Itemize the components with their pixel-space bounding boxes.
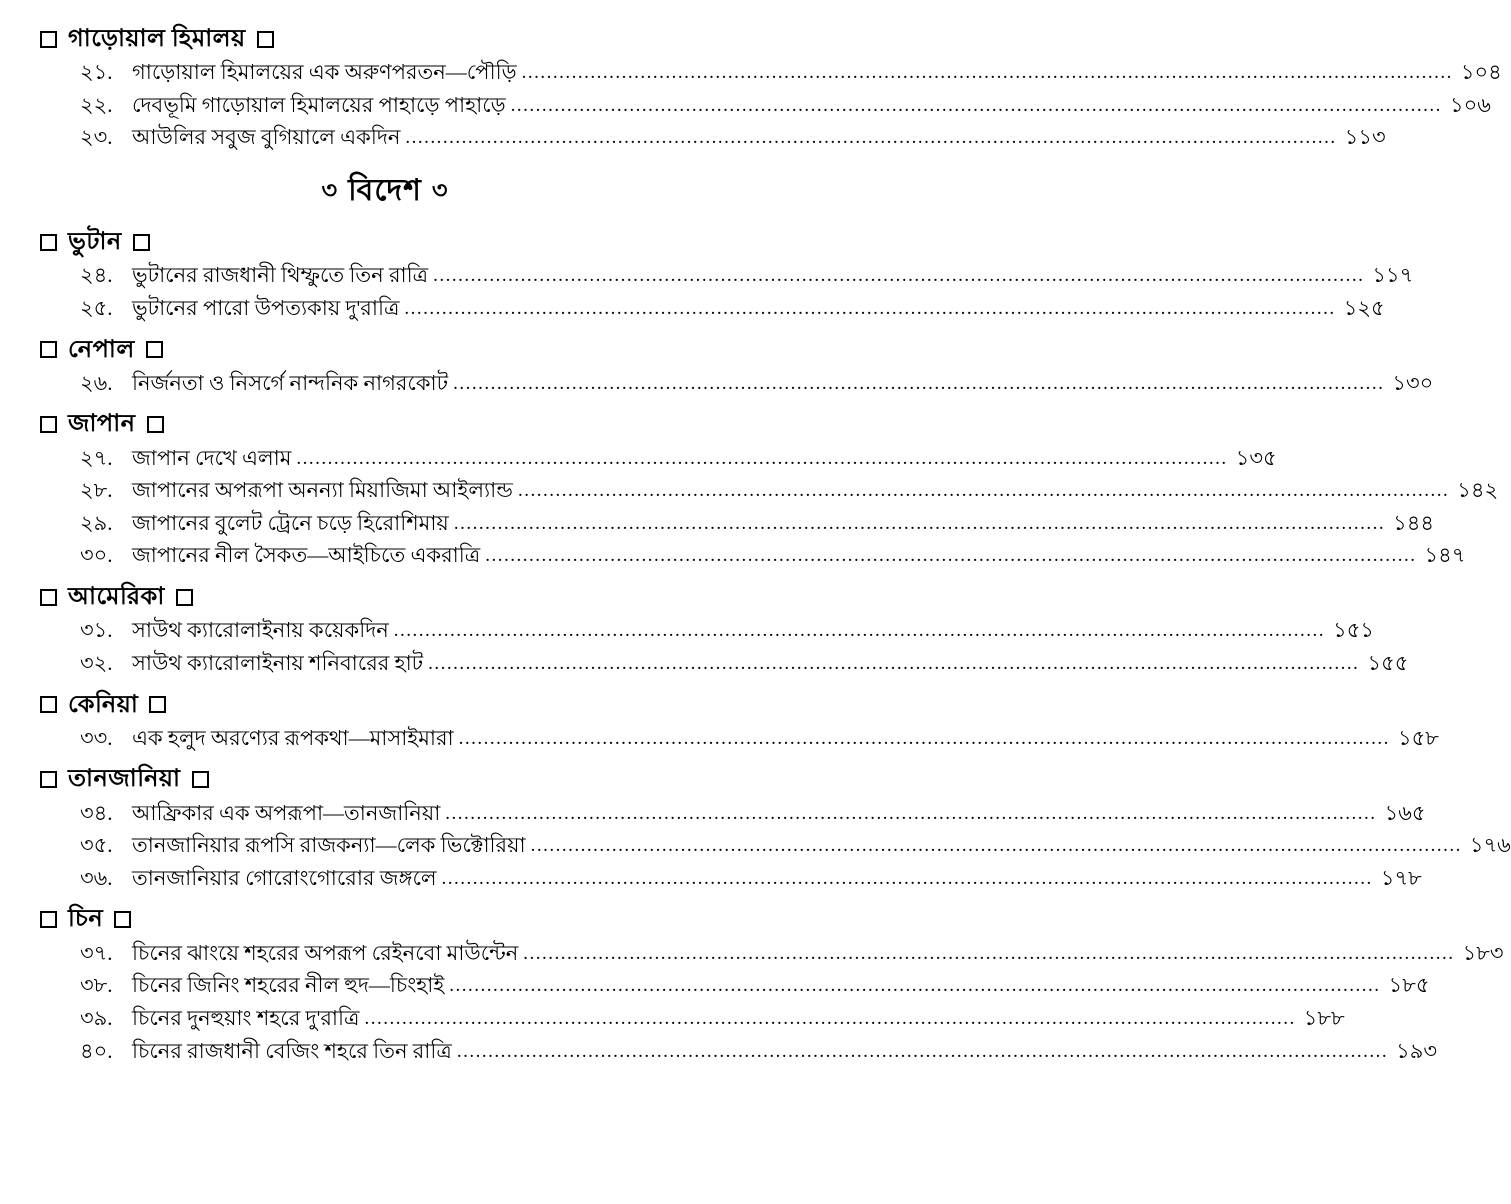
square-bullet-icon [40,911,57,928]
section-heading-label: জাপান [68,411,136,438]
toc-entry[interactable] [80,474,1499,507]
toc-entry-page-number: ১৬৫ [1384,800,1426,825]
toc-entry-number: ২৪. [80,263,113,288]
toc-entry-dot-leader: ..................................................................................................................................................... [453,512,1386,534]
toc-entry[interactable] [80,292,1385,325]
section-heading-label: কেনিয়া [68,691,139,718]
section-heading-garhwal-himalaya [40,26,736,52]
toc-entry-title: ভুটানের পারো উপত্যকায় দু'রাত্রি [132,295,400,320]
toc-entry-number: ৩৪. [80,800,113,825]
toc-entry[interactable] [80,829,1511,862]
section-heading-nepal [40,337,736,363]
toc-entry-dot-leader: ..................................................................................................................................................... [517,480,1450,502]
toc-entry-number: ৩৩. [80,725,113,750]
toc-entry-page-number: ১০৪ [1460,60,1502,85]
section-heading-label: নেপাল [68,336,135,363]
section-heading-label: গাড়োয়াল হিমালয় [68,26,246,52]
toc-entry-title: সাউথ ক্যারোলাইনায় শনিবারের হাট [132,650,424,675]
toc-entry-number: ২৩. [80,125,113,150]
toc-entry-title: এক হলুদ অরণ্যের রূপকথা—মাসাইমারা [132,725,454,750]
toc-entry-title: চিনের রাজধানী বেজিং শহরে তিন রাত্রি [132,1038,452,1063]
toc-entry-dot-leader: ..................................................................................................................................................... [433,265,1365,287]
toc-entry-number: ৩৯. [80,1005,113,1030]
toc-entry-title: দেবভূমি গাড়োয়াল হিমালয়ের পাহাড়ে পাহাড়ে [132,92,506,117]
square-bullet-icon [40,696,57,713]
square-bullet-icon [40,31,57,48]
section-heading-america [40,584,736,610]
toc-entry-dot-leader: ..................................................................................................................................................... [296,447,1228,469]
square-bullet-icon [133,234,150,251]
toc-entry-page-number: ১৪৪ [1393,510,1435,535]
toc-entry[interactable] [80,937,1504,970]
toc-entry-dot-leader: ..................................................................................................................................................... [523,942,1455,964]
toc-entry[interactable] [80,442,1277,475]
toc-entry-number: ৩১. [80,618,113,643]
section-heading-japan [40,411,736,437]
toc-entry[interactable] [80,969,1430,1002]
toc-entry-dot-leader: ..................................................................................................................................................... [485,545,1417,567]
square-bullet-icon [40,234,57,251]
toc-entry-number: ৩৫. [80,833,113,858]
toc-entry-dot-leader: ..................................................................................................................................................... [405,127,1337,149]
toc-entry[interactable] [80,797,1426,830]
toc-entry-title: চিনের জিনিং শহরের নীল হুদ—চিংহাই [132,973,445,998]
toc-entry-page-number: ১৯৩ [1396,1038,1438,1063]
square-bullet-icon [146,341,163,358]
toc-entry-title: জাপান দেখে এলাম [132,445,292,470]
toc-entry-dot-leader: ..................................................................................................................................................... [510,94,1442,116]
toc-entry-number: ৩৬. [80,865,113,890]
toc-entry-title: গাড়োয়াল হিমালয়ের এক অরুণপরতন—পৌড়ি [132,60,517,85]
toc-entry[interactable] [80,539,1466,572]
toc-entry-dot-leader: ..................................................................................................................................................... [428,652,1360,674]
toc-entry-page-number: ১৪২ [1457,478,1499,503]
toc-entry-page-number: ১৫৮ [1397,725,1439,750]
toc-entry-title: তানজানিয়ার রূপসি রাজকন্যা—লেক ভিক্টোরিয়া [132,833,526,858]
part-heading-label: বিদেশ [348,174,422,208]
section-heading-label: ভুটান [68,229,122,256]
toc-entry-dot-leader: ..................................................................................................................................................... [453,372,1385,394]
square-bullet-icon [40,416,57,433]
toc-entry-title: ভুটানের রাজধানী থিম্ফুতে তিন রাত্রি [132,263,429,288]
square-bullet-icon [149,696,166,713]
toc-entry-title: সাউথ ক্যারোলাইনায় কয়েকদিন [132,618,389,643]
square-bullet-icon [176,589,193,606]
square-bullet-icon [257,31,274,48]
toc-entry[interactable] [80,862,1422,895]
toc-entry-page-number: ১৮৫ [1388,973,1430,998]
toc-entry-dot-leader: ..................................................................................................................................................... [404,297,1336,319]
toc-entry-title: জাপানের বুলেট ট্রেনে চড়ে হিরোশিমায় [132,510,449,535]
toc-entry-title: আফ্রিকার এক অপরূপা—তানজানিয়া [132,800,441,825]
toc-entry-number: ২১. [80,60,113,85]
toc-entry-title: নির্জনতা ও নিসর্গে নান্দনিক নাগরকোট [132,370,449,395]
ornament-left-icon: ৩ [321,178,339,205]
toc-entry-page-number: ১৩০ [1392,370,1434,395]
ornament-right-icon: ৩ [431,178,449,205]
toc-entry-number: ২২. [80,92,113,117]
square-bullet-icon [192,771,209,788]
toc-entry-dot-leader: ..................................................................................................................................................... [456,1040,1389,1062]
toc-entry[interactable] [80,1002,1345,1035]
section-heading-china [40,906,736,932]
toc-entry-page-number: ১১৩ [1344,125,1386,150]
square-bullet-icon [114,911,131,928]
toc-entry-page-number: ১৮৩ [1462,940,1504,965]
part-heading-bidesh [34,166,736,217]
toc-entry-dot-leader: ..................................................................................................................................................... [441,867,1373,889]
toc-entry-title: তানজানিয়ার গোরোংগোরোর জঙ্গলে [132,865,437,890]
toc-entry[interactable] [80,722,1439,755]
square-bullet-icon [147,416,164,433]
toc-entry-page-number: ১৭৬ [1469,833,1511,858]
toc-entry-dot-leader: ..................................................................................................................................................... [530,835,1462,857]
toc-entry[interactable] [80,89,1491,122]
section-heading-label: আমেরিকা [68,584,165,611]
toc-entry-page-number: ১১৭ [1372,263,1414,288]
square-bullet-icon [40,341,57,358]
section-heading-kenya [40,692,736,718]
toc-entry-page-number: ১৫৫ [1367,650,1409,675]
section-heading-tanzania [40,766,736,792]
toc-entry-number: ৩৭. [80,940,113,965]
toc-entry-page-number: ১৮৮ [1303,1005,1345,1030]
section-heading-bhutan [40,229,736,255]
toc-entry-dot-leader: ..................................................................................................................................................... [393,620,1326,642]
toc-entry-number: ২৬. [80,370,113,395]
toc-entry-number: ২৮. [80,478,113,503]
toc-entry-number: ৪০. [80,1038,113,1063]
toc-entry-page-number: ১৭৮ [1380,865,1422,890]
toc-entry-dot-leader: ..................................................................................................................................................... [364,1007,1296,1029]
toc-entry-page-number: ১৫১ [1333,618,1375,643]
toc-entry-dot-leader: ..................................................................................................................................................... [449,975,1381,997]
toc-entry-title: চিনের দুনহুয়াং শহরে দু'রাত্রি [132,1005,360,1030]
section-heading-label: তানজানিয়া [68,766,181,793]
toc-entry[interactable] [80,1035,1438,1068]
toc-entry[interactable] [80,647,1409,680]
square-bullet-icon [40,771,57,788]
toc-entry[interactable] [80,507,1435,540]
toc-entry-number: ২৭. [80,445,113,470]
toc-entry-title: জাপানের অপরূপা অনন্যা মিয়াজিমা আইল্যান্ড [132,478,513,503]
toc-entry-page-number: ১৩৫ [1235,445,1277,470]
toc-entry-title: চিনের ঝাংয়ে শহরের অপরূপ রেইনবো মাউন্টেন [132,940,519,965]
toc-entry-page-number: ১৪৭ [1424,543,1466,568]
toc-entry-dot-leader: ..................................................................................................................................................... [458,727,1390,749]
toc-entry-title: আউলির সবুজ বুগিয়ালে একদিন [132,125,401,150]
toc-entry-page-number: ১০৬ [1449,92,1491,117]
toc-entry-dot-leader: ..................................................................................................................................................... [445,802,1377,824]
toc-entry[interactable] [80,367,1434,400]
toc-entry-page-number: ১২৫ [1343,295,1385,320]
toc-entry-number: ৩৮. [80,973,113,998]
toc-list [34,26,1511,1067]
toc-entry[interactable] [80,121,1386,154]
toc-entry-number: ৩০. [80,543,113,568]
toc-entry-title: জাপানের নীল সৈকত—আইচিতে একরাত্রি [132,543,481,568]
toc-entry-number: ২৯. [80,510,113,535]
toc-entry-number: ৩২. [80,650,113,675]
toc-entry[interactable] [80,614,1375,647]
section-heading-label: চিন [68,906,104,933]
square-bullet-icon [40,589,57,606]
toc-entry-number: ২৫. [80,295,113,320]
toc-entry[interactable] [80,259,1414,292]
toc-entry-dot-leader: ..................................................................................................................................................... [521,62,1453,84]
toc-entry[interactable] [80,56,1502,89]
